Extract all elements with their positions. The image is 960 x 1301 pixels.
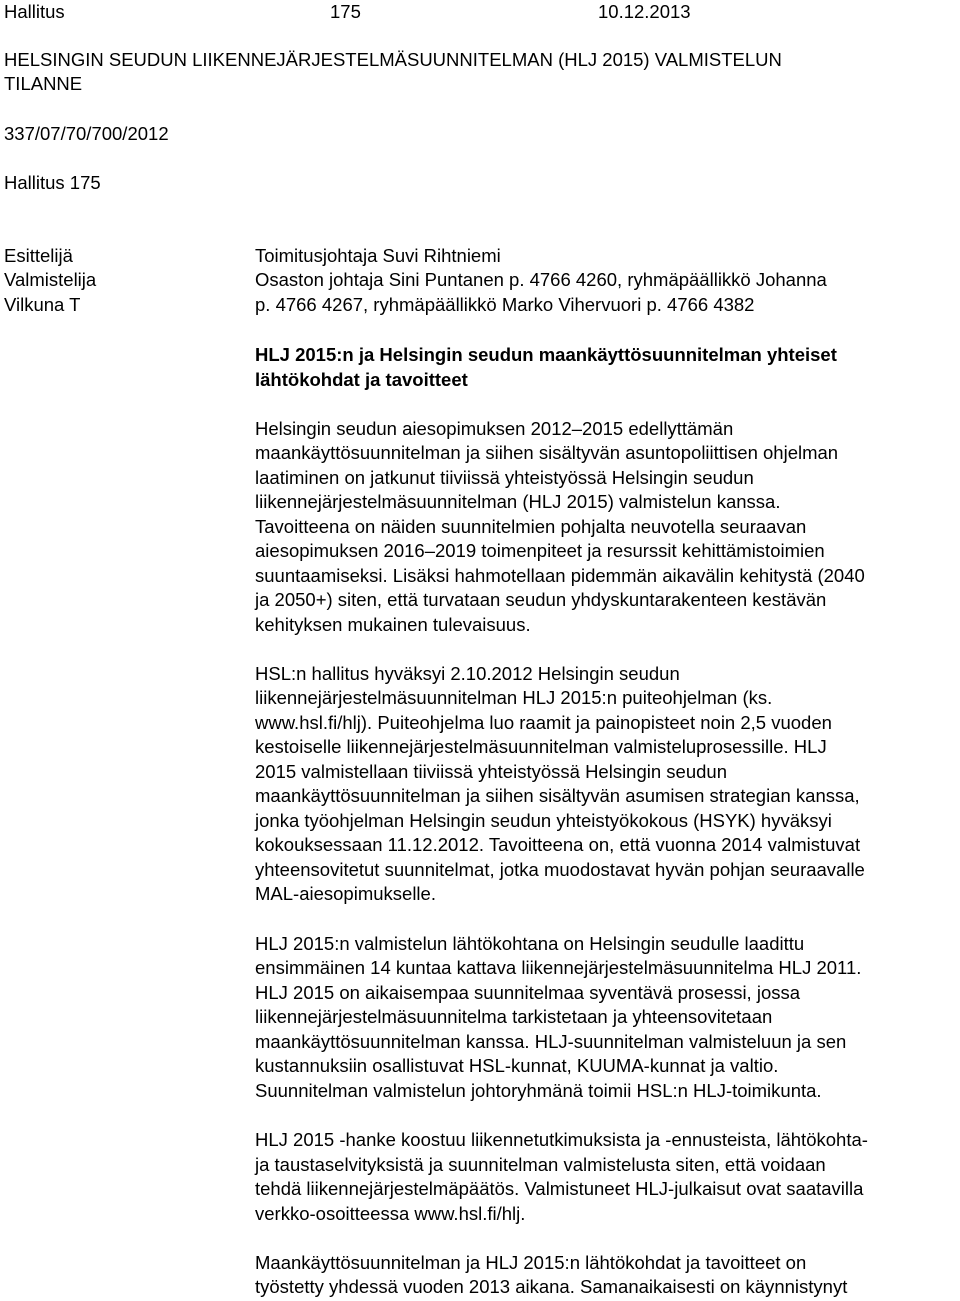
paragraph-line: maankäyttösuunnitelman kanssa. HLJ-suunnitelman valmisteluun ja sen <box>255 1031 847 1052</box>
paragraph-line: 2015 valmistellaan tiiviissä yhteistyössä Helsingin seudun <box>255 761 727 782</box>
paragraph-line: kustannuksiin osallistuvat HSL-kunnat, KUUMA-kunnat ja valtio. <box>255 1055 779 1076</box>
header-number: 175 <box>330 1 361 22</box>
preparer-line1: Osaston johtaja Sini Puntanen p. 4766 4260, ryhmäpäällikkö Johanna <box>255 269 827 290</box>
paragraph-line: kehityksen mukainen tulevaisuus. <box>255 614 531 635</box>
preparer-label-continued: Vilkuna T <box>4 294 81 315</box>
paragraph-line: HLJ 2015:n valmistelun lähtökohtana on Helsingin seudulle laadittu <box>255 933 805 954</box>
paragraph-line: HLJ 2015 on aikaisempaa suunnitelmaa syventävä prosessi, jossa <box>255 982 801 1003</box>
paragraph-line: tehdä liikennejärjestelmäpäätös. Valmistuneet HLJ-julkaisut ovat saatavilla <box>255 1178 864 1199</box>
paragraph-line: ensimmäinen 14 kuntaa kattava liikennejärjestelmäsuunnitelma HLJ 2011. <box>255 957 862 978</box>
header-date: 10.12.2013 <box>598 1 691 22</box>
record-number: 337/07/70/700/2012 <box>4 123 169 144</box>
paragraph-line: suuntaamiseksi. Lisäksi hahmotellaan pidemmän aikavälin kehitystä (2040 <box>255 565 865 586</box>
paragraph-line: yhteensovitetut suunnitelmat, jotka muodostavat hyvän pohjan seuraavalle <box>255 859 865 880</box>
paragraph-line: Maankäyttösuunnitelman ja HLJ 2015:n lähtökohdat ja tavoitteet on <box>255 1252 807 1273</box>
paragraph-line: liikennejärjestelmäsuunnitelma tarkistetaan ja yhteensovitetaan <box>255 1006 773 1027</box>
header-body: Hallitus <box>4 1 65 22</box>
paragraph-line: jonka työohjelman Helsingin seudun yhteistyökokous (HSYK) hyväksyi <box>255 810 832 831</box>
paragraph-line: Helsingin seudun aiesopimuksen 2012–2015 edellyttämän <box>255 418 734 439</box>
paragraph-line: ja taustaselvityksistä ja suunnitelman valmistelusta siten, että voidaan <box>255 1154 826 1175</box>
paragraph-line: www.hsl.fi/hlj). Puiteohjelma luo raamit ja painopisteet noin 2,5 vuoden <box>255 712 832 733</box>
paragraph-line: maankäyttösuunnitelman ja siihen sisältyvän asuntopoliittisen ohjelman <box>255 442 839 463</box>
presenter-label: Esittelijä <box>4 245 73 266</box>
paragraph-line: ja 2050+) siten, että turvataan seudun yhdyskuntarakenteen kestävän <box>255 589 827 610</box>
preparer-label: Valmistelija <box>4 269 97 290</box>
paragraph-line: liikennejärjestelmäsuunnitelman HLJ 2015:n puiteohjelman (ks. <box>255 687 773 708</box>
paragraph-line: HSL:n hallitus hyväksyi 2.10.2012 Helsingin seudun <box>255 663 680 684</box>
presenter-value: Toimitusjohtaja Suvi Rihtniemi <box>255 245 501 266</box>
paragraph-line: laatiminen on jatkunut tiiviissä yhteistyössä Helsingin seudun <box>255 467 754 488</box>
section-reference: Hallitus 175 <box>4 172 101 193</box>
subheading-line1: HLJ 2015:n ja Helsingin seudun maankäyttösuunnitelman yhteiset <box>255 344 837 365</box>
paragraph-line: Suunnitelman valmistelun johtoryhmänä toimii HSL:n HLJ-toimikunta. <box>255 1080 822 1101</box>
paragraph-line: kokouksessaan 11.12.2012. Tavoitteena on, että vuonna 2014 valmistuvat <box>255 834 861 855</box>
preparer-line2: p. 4766 4267, ryhmäpäällikkö Marko Vihervuori p. 4766 4382 <box>255 294 755 315</box>
paragraph-line: työstetty yhdessä vuoden 2013 aikana. Samanaikaisesti on käynnistynyt <box>255 1276 848 1297</box>
paragraph-line: HLJ 2015 -hanke koostuu liikennetutkimuksista ja -ennusteista, lähtökohta- <box>255 1129 868 1150</box>
paragraph-line: Tavoitteena on näiden suunnitelmien pohjalta neuvotella seuraavan <box>255 516 807 537</box>
document-title-line1: HELSINGIN SEUDUN LIIKENNEJÄRJESTELMÄSUUNNITELMAN (HLJ 2015) VALMISTELUN <box>4 49 782 70</box>
subheading-line2: lähtökohdat ja tavoitteet <box>255 369 468 390</box>
paragraph-line: liikennejärjestelmäsuunnitelman (HLJ 2015) valmistelun kanssa. <box>255 491 781 512</box>
paragraph-line: kestoiselle liikennejärjestelmäsuunnitelman valmisteluprosessille. HLJ <box>255 736 827 757</box>
paragraph-line: aiesopimuksen 2016–2019 toimenpiteet ja resurssit kehittämistoimien <box>255 540 825 561</box>
document-title-line2: TILANNE <box>4 73 83 94</box>
paragraph-line: verkko-osoitteessa www.hsl.fi/hlj. <box>255 1203 526 1224</box>
paragraph-line: maankäyttösuunnitelman ja siihen sisältyvän asumisen strategian kanssa, <box>255 785 860 806</box>
paragraph-line: MAL-aiesopimukselle. <box>255 883 436 904</box>
